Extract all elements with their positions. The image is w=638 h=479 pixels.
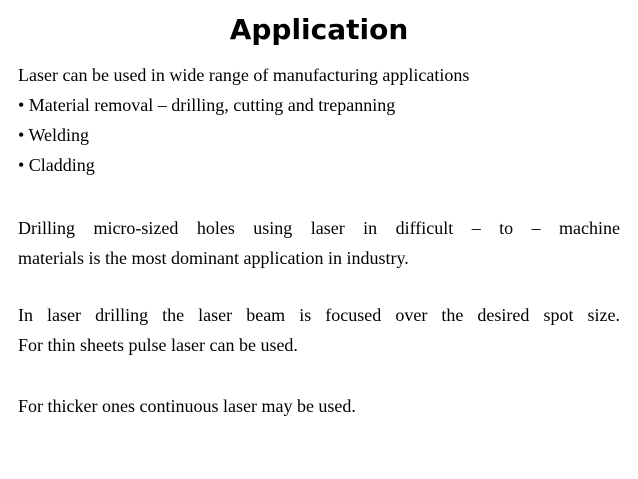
bullet-item: • Material removal – drilling, cutting and trepanning <box>18 95 396 115</box>
paragraph-line: In laser drilling the laser beam is focused over the desired spot size. <box>18 305 620 325</box>
intro-line: Laser can be used in wide range of manufacturing applications <box>18 65 470 85</box>
paragraph-line: For thin sheets pulse laser can be used. <box>18 335 298 355</box>
slide-title: Application <box>229 13 409 46</box>
paragraph-drilling <box>18 213 620 273</box>
intro-and-bullets <box>18 60 620 180</box>
paragraph-line: materials is the most dominant application in industry. <box>18 248 409 268</box>
paragraph-thick-sheets <box>18 391 620 421</box>
bullet-item: • Welding <box>18 125 90 145</box>
paragraph-line: For thicker ones continuous laser may be used. <box>18 396 356 416</box>
paragraph-line: Drilling micro-sized holes using laser in difficult – to – machine <box>18 218 620 238</box>
bullet-item: • Cladding <box>18 155 95 175</box>
paragraph-beam-focus <box>18 300 620 360</box>
